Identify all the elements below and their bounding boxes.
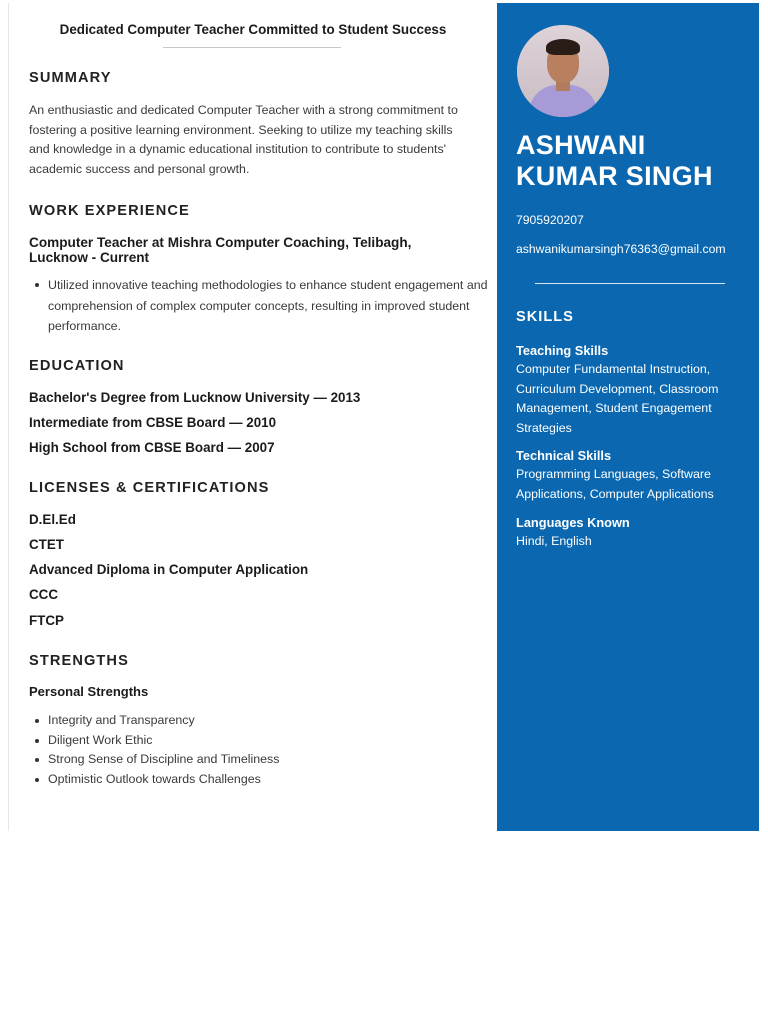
strengths-title: STRENGTHS bbox=[29, 653, 129, 669]
sidebar-divider bbox=[535, 283, 725, 284]
strengths-list bbox=[29, 711, 488, 789]
name-line-1: ASHWANI bbox=[516, 130, 646, 160]
license-item: CCC bbox=[29, 587, 59, 602]
candidate-name bbox=[516, 130, 746, 192]
skills-title: SKILLS bbox=[516, 309, 574, 325]
strengths-subtitle: Personal Strengths bbox=[29, 684, 149, 699]
licenses-title: LICENSES & CERTIFICATIONS bbox=[29, 480, 270, 496]
skill-group-body: Programming Languages, Software Applications, Computer Applications bbox=[516, 467, 714, 501]
strength-item: Diligent Work Ethic bbox=[48, 731, 488, 751]
main-column bbox=[9, 3, 497, 831]
work-bullet: Utilized innovative teaching methodologies to enhance student engagement and comprehension of complex computer concepts, resulting in improved student performance. bbox=[48, 275, 493, 337]
license-item: FTCP bbox=[29, 613, 64, 628]
skill-group-languages bbox=[516, 513, 744, 552]
work-title: WORK EXPERIENCE bbox=[29, 203, 190, 219]
headline-divider bbox=[163, 47, 341, 48]
skill-group-body: Computer Fundamental Instruction, Curriculum Development, Classroom Management, Student Engagement Strategies bbox=[516, 362, 719, 435]
summary-text: An enthusiastic and dedicated Computer Teacher with a strong commitment to fostering a positive learning environment. Seeking to utilize my teaching skills and knowledge in a dynamic educational institution to contribute to students' academic success and personal growth. bbox=[29, 103, 458, 176]
name-line-2: KUMAR SINGH bbox=[516, 161, 713, 191]
work-bullets bbox=[29, 275, 493, 337]
summary-title: SUMMARY bbox=[29, 70, 112, 86]
education-title: EDUCATION bbox=[29, 358, 125, 374]
strength-item: Integrity and Transparency bbox=[48, 711, 488, 731]
resume-sheet bbox=[8, 3, 759, 831]
job-title: Computer Teacher at Mishra Computer Coaching, Telibagh, Lucknow - Current bbox=[29, 235, 412, 265]
license-item: CTET bbox=[29, 537, 64, 552]
resume-headline: Dedicated Computer Teacher Committed to Student Success bbox=[59, 22, 447, 37]
skill-group-body: Hindi, English bbox=[516, 534, 592, 548]
education-item: High School from CBSE Board — 2007 bbox=[29, 440, 275, 455]
profile-photo bbox=[517, 25, 609, 117]
skill-group-teaching bbox=[516, 341, 744, 438]
education-item: Intermediate from CBSE Board — 2010 bbox=[29, 415, 277, 430]
phone-number: 7905920207 bbox=[516, 213, 584, 227]
skill-group-technical bbox=[516, 446, 744, 504]
strength-item: Optimistic Outlook towards Challenges bbox=[48, 770, 488, 790]
education-item: Bachelor's Degree from Lucknow University — 2013 bbox=[29, 390, 361, 405]
license-item: Advanced Diploma in Computer Application bbox=[29, 562, 309, 577]
sidebar bbox=[497, 3, 759, 831]
email-address: ashwanikumarsingh76363@gmail.com bbox=[516, 242, 726, 256]
skill-group-heading: Technical Skills bbox=[516, 448, 612, 463]
license-item: D.El.Ed bbox=[29, 512, 76, 527]
skill-group-heading: Languages Known bbox=[516, 515, 630, 530]
strength-item: Strong Sense of Discipline and Timeliness bbox=[48, 750, 488, 770]
skill-group-heading: Teaching Skills bbox=[516, 343, 609, 358]
